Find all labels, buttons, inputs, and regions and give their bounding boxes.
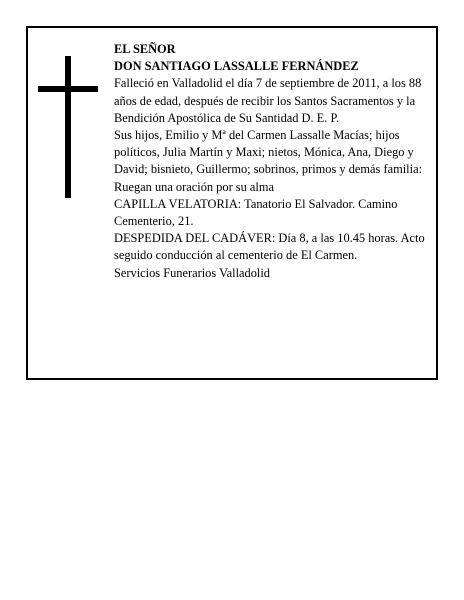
death-announcement: Falleció en Valladolid el día 7 de septiembre de 2011, a los 88 años de edad, después de recibir los Santos Sacramentos y la Bendición Apostólica de Su Santidad D. E. P.: [114, 76, 422, 125]
deceased-name: DON SANTIAGO LASSALLE FERNÁNDEZ: [114, 59, 359, 74]
prayer-request: Ruegan una oración por su alma: [114, 179, 274, 194]
title-line-1: EL SEÑOR: [114, 42, 176, 56]
obituary-text: [114, 41, 434, 282]
funeral-service: Servicios Funerarios Valladolid: [114, 265, 271, 280]
latin-cross-icon: [38, 56, 98, 198]
chapel-info: CAPILLA VELATORIA: Tanatorio El Salvador. Camino Cementerio, 21.: [114, 196, 398, 229]
obituary-notice: [26, 26, 438, 380]
family-list: Sus hijos, Emilio y Mª del Carmen Lassalle Macías; hijos políticos, Julia Martín y Maxi; nietos, Mónica, Ana, Diego y David; bisnieto, Guillermo; sobrinos, primos y demás familia:: [114, 128, 423, 177]
cross-vertical-bar: [65, 56, 71, 198]
farewell-info: DESPEDIDA DEL CADÁVER: Día 8, a las 10.45 horas. Acto seguido conducción al cementerio de El Carmen.: [114, 231, 425, 263]
cross-horizontal-bar: [38, 86, 98, 92]
